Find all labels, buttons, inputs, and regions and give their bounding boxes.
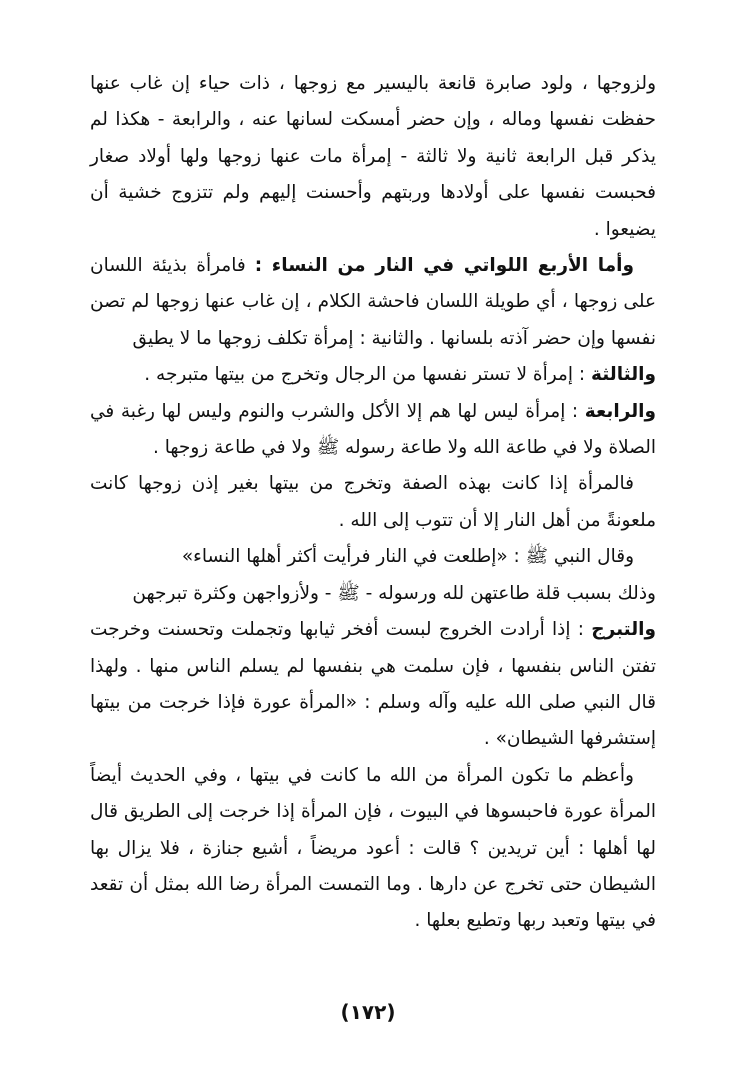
- paragraph-6: [90, 539, 656, 575]
- paragraph-text: وقال النبي ﷺ : «إطلعت في النار فرأيت أكثر أهلها النساء»: [181, 546, 634, 568]
- paragraph-text: وذلك بسبب قلة طاعتهن لله ورسوله - ﷺ - ولأزواجهن وكثرة تبرجهن: [132, 582, 656, 604]
- paragraph-lead: والثالثة: [590, 364, 656, 386]
- paragraph-1: [90, 66, 656, 248]
- paragraph-text: ولزوجها ، ولود صابرة قانعة باليسير مع زوجها ، ذات حياء إن غاب عنها حفظت نفسها وماله ، وإن حضر أمسكت لسانها عنه ، والرابعة - هكذا لم يذكر قبل الرابعة ثانية ولا ثالثة - إمرأة مات عنها زوجها ولها أولاد صغار فحبست نفسها على أولادها وربتهم وأحسنت إليهم ولم تتزوج خشية أن يضيعوا .: [90, 73, 656, 240]
- paragraph-text: فامرأة بذيئة اللسان على زوجها ، أي طويلة اللسان فاحشة الكلام ، إن غاب عنها زوجها لم تصن نفسها وإن حضر آذته بلسانها . والثانية : إمرأة تكلف زوجها ما لا يطيق: [90, 255, 656, 349]
- paragraph-text: : إمرأة ليس لها هم إلا الأكل والشرب والنوم وليس لها رغبة في الصلاة ولا في طاعة الله ولا طاعة رسوله ﷺ ولا في طاعة زوجها .: [90, 400, 656, 459]
- paragraph-8: [90, 612, 656, 758]
- paragraph-5: [90, 466, 656, 539]
- paragraph-text: وأعظم ما تكون المرأة من الله ما كانت في بيتها ، وفي الحديث أيضاً المرأة عورة فاحبسوها في البيوت ، فإن المرأة إذا خرجت إلى الطريق قال لها أهلها : أين تريدين ؟ قالت : أعود مريضاً ، أشيع جنازة ، فلا يزال بها الشيطان حتى تخرج عن دارها . وما التمست المرأة رضا الله بمثل أن تقعد في بيتها وتعبد ربها وتطيع بعلها .: [90, 764, 656, 932]
- paragraph-9: [90, 758, 656, 940]
- paragraph-7: [90, 576, 656, 612]
- paragraph-text: : إذا أرادت الخروج لبست أفخر ثيابها وتجملت وتحسنت وخرجت تفتن الناس بنفسها ، فإن سلمت هي بنفسها لم يسلم الناس منها . ولهذا قال النبي صلى الله عليه وآله وسلم : «المرأة عورة فإذا خرجت من بيتها إستشرفها الشيطان» .: [90, 619, 656, 750]
- paragraph-4: [90, 394, 656, 467]
- page-body: [90, 66, 656, 940]
- paragraph-text: : إمرأة لا تستر نفسها من الرجال وتخرج من بيتها متبرجه .: [144, 364, 591, 386]
- page-number: (١٧٢): [340, 1000, 396, 1024]
- paragraph-text: فالمرأة إذا كانت بهذه الصفة وتخرج من بيتها بغير إذن زوجها كانت ملعونةً من أهل النار إلا أن تتوب إلى الله .: [90, 473, 656, 531]
- paragraph-lead: والرابعة: [584, 400, 656, 422]
- paragraph-lead: والتبرج: [591, 619, 656, 641]
- paragraph-2: [90, 248, 656, 357]
- paragraph-3: [90, 357, 656, 393]
- paragraph-lead: وأما الأربع اللواتي في النار من النساء :: [254, 255, 634, 277]
